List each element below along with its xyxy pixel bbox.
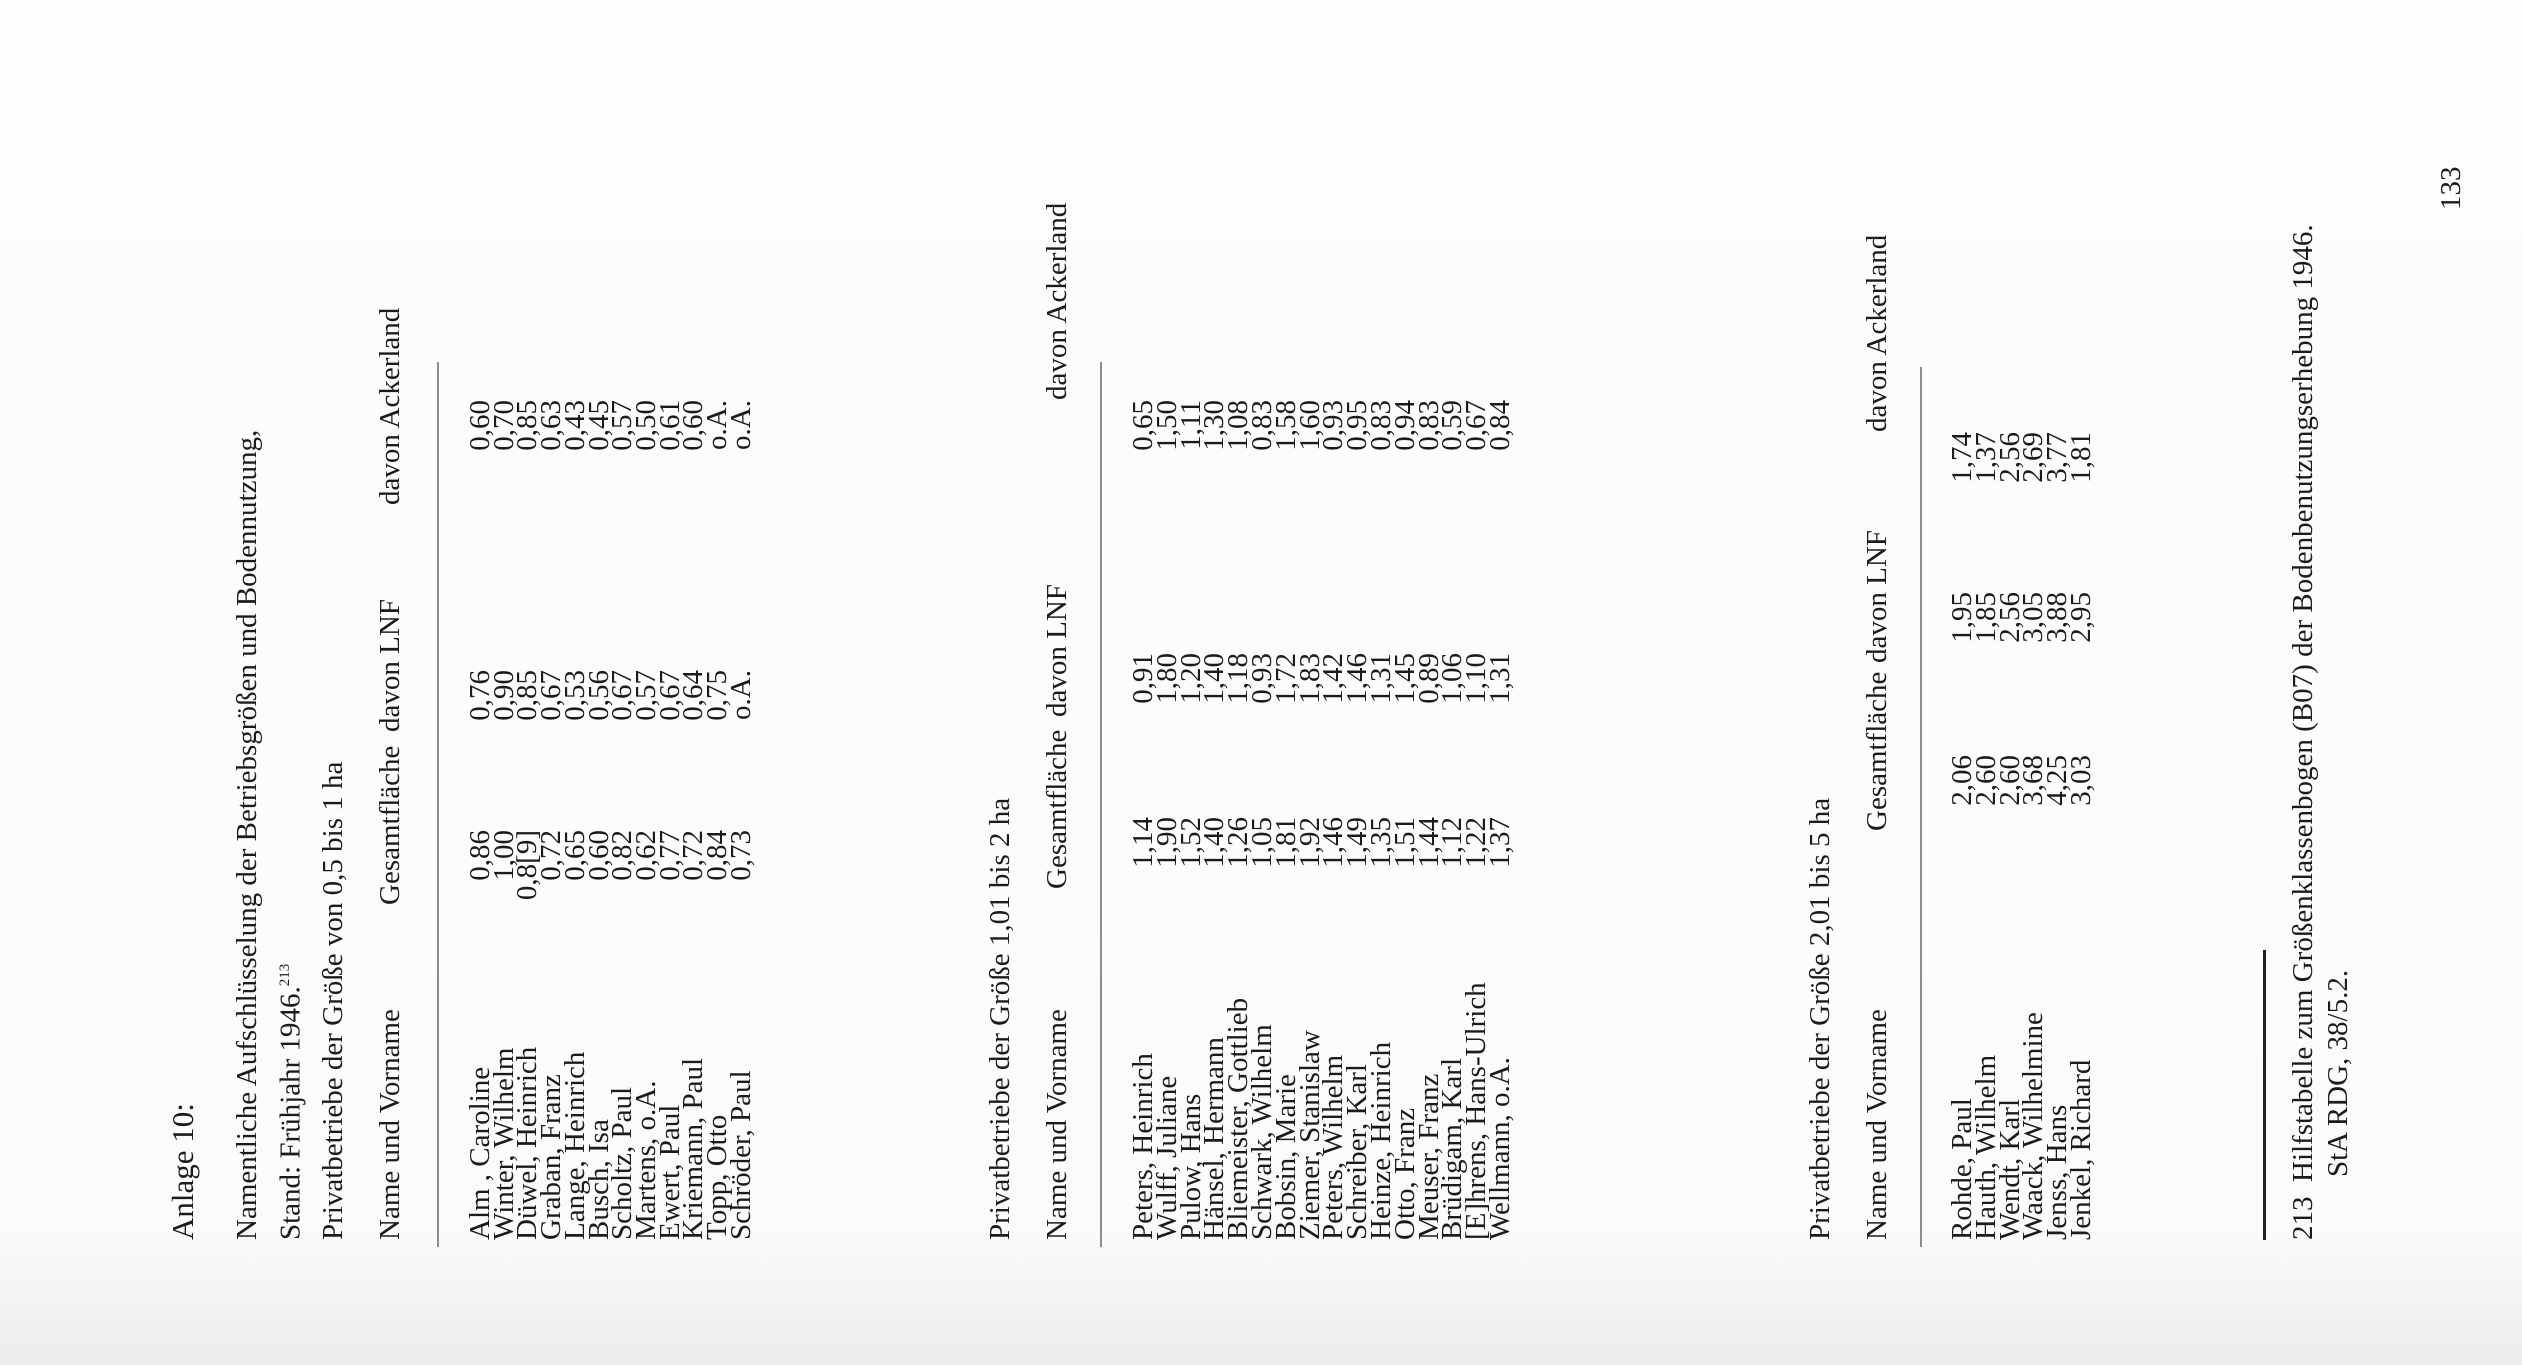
- row-value-lnf: 0,56: [582, 670, 615, 721]
- row-value-total: 2,06: [1946, 755, 1978, 806]
- row-value-total: 1,14: [1127, 817, 1159, 868]
- row-value-acker: 0,59: [1436, 400, 1469, 451]
- row-value-lnf: 0,89: [1412, 653, 1445, 704]
- row-value-lnf: o.A.: [724, 670, 757, 720]
- row-value-total: 0,77: [653, 830, 686, 881]
- column-header-name: Name und Vorname: [374, 1009, 406, 1240]
- header-rule: [1100, 362, 1102, 1247]
- row-value-total: 0,84: [701, 830, 733, 881]
- row-value-lnf: 0,53: [558, 670, 591, 721]
- row-name: Otto, Franz: [1388, 1107, 1421, 1240]
- row-value-acker: 1,58: [1269, 400, 1302, 451]
- row-value-lnf: 0,85: [511, 670, 544, 721]
- row-value-lnf: 1,10: [1460, 653, 1493, 704]
- row-value-acker: 3,77: [2041, 432, 2074, 483]
- row-value-lnf: 0,93: [1246, 653, 1278, 704]
- row-value-acker: 0,83: [1246, 400, 1278, 451]
- row-name: Hänsel, Hermann: [1198, 1037, 1231, 1240]
- row-value-total: 0,8[9]: [511, 830, 544, 901]
- row-name: Winter, Wilhelm: [487, 1047, 520, 1240]
- row-value-total: 3,03: [2065, 755, 2097, 806]
- row-value-acker: 0,67: [1460, 400, 1493, 451]
- row-value-total: 3,68: [2017, 755, 2050, 806]
- row-value-total: 2,60: [1969, 755, 2002, 806]
- row-value-total: 1,40: [1198, 817, 1231, 868]
- column-header-lnf: davon LNF: [374, 599, 406, 732]
- row-value-acker: 0,60: [464, 400, 496, 451]
- row-value-acker: 0,94: [1388, 400, 1421, 451]
- appendix-heading: Anlage 10:: [165, 1103, 200, 1240]
- row-name: Schröder, Paul: [724, 1070, 757, 1240]
- row-value-total: 1,22: [1460, 817, 1493, 868]
- row-name: Kriemann, Paul: [677, 1057, 710, 1240]
- row-value-acker: 0,60: [677, 400, 710, 451]
- row-value-total: 0,72: [535, 830, 568, 881]
- row-value-total: 1,51: [1388, 817, 1421, 868]
- section-title: Privatbetriebe der Größe 2,01 bis 5 ha: [1804, 797, 1836, 1240]
- column-header-name: Name und Vorname: [1861, 1009, 1893, 1240]
- row-value-acker: 1,08: [1222, 400, 1255, 451]
- row-value-acker: 0,85: [511, 400, 544, 451]
- row-value-acker: o.A.: [724, 400, 757, 450]
- row-value-total: 0,65: [558, 830, 591, 881]
- row-value-acker: 0,43: [558, 400, 591, 451]
- row-value-total: 1,44: [1412, 817, 1445, 868]
- row-value-lnf: 0,67: [653, 670, 686, 721]
- row-value-total: 0,72: [677, 830, 710, 881]
- row-name: Graban, Franz: [535, 1074, 568, 1240]
- row-name: Wendt, Karl: [1993, 1098, 2026, 1240]
- row-value-lnf: 2,56: [1993, 592, 2026, 643]
- row-value-lnf: 0,57: [629, 670, 662, 721]
- row-value-acker: 0,61: [653, 400, 686, 451]
- row-name: Alm , Caroline: [464, 1066, 496, 1240]
- row-value-acker: 0,65: [1127, 400, 1159, 451]
- row-value-lnf: 1,72: [1269, 653, 1302, 704]
- row-value-lnf: 1,42: [1317, 653, 1350, 704]
- row-value-acker: 1,37: [1969, 432, 2002, 483]
- row-value-lnf: 2,95: [2065, 592, 2097, 643]
- row-value-acker: o.A.: [701, 400, 733, 450]
- row-value-total: 2,60: [1993, 755, 2026, 806]
- row-name: Düwel, Heinrich: [511, 1046, 544, 1240]
- row-name: Rohde, Paul: [1946, 1098, 1978, 1240]
- row-value-total: 1,92: [1293, 817, 1326, 868]
- row-value-lnf: 0,75: [701, 670, 733, 721]
- row-value-total: 0,73: [724, 830, 757, 881]
- row-name: Meuser, Franz: [1412, 1073, 1445, 1240]
- row-value-lnf: 1,83: [1293, 653, 1326, 704]
- row-value-acker: 0,50: [629, 400, 662, 451]
- section-title: Privatbetriebe der Größe von 0,5 bis 1 ha: [317, 761, 349, 1240]
- row-value-total: 4,25: [2041, 755, 2074, 806]
- row-name: Jenss, Hans: [2041, 1104, 2074, 1240]
- page-number: 133: [2435, 166, 2467, 210]
- row-value-acker: 0,83: [1365, 400, 1397, 451]
- row-value-total: 0,62: [629, 830, 662, 881]
- row-value-acker: 1,50: [1150, 400, 1183, 451]
- row-value-total: 1,26: [1222, 817, 1255, 868]
- row-value-lnf: 0,64: [677, 670, 710, 721]
- row-value-lnf: 1,45: [1388, 653, 1421, 704]
- row-name: Pulow, Hans: [1174, 1093, 1207, 1240]
- row-name: Heinze, Heinrich: [1365, 1041, 1397, 1240]
- row-name: Jenkel, Richard: [2065, 1059, 2097, 1240]
- row-value-lnf: 1,80: [1150, 653, 1183, 704]
- row-value-total: 0,60: [582, 830, 615, 881]
- row-value-acker: 0,83: [1412, 400, 1445, 451]
- row-name: Schwark, Wilhelm: [1246, 1024, 1278, 1240]
- row-value-lnf: 1,46: [1341, 653, 1374, 704]
- row-value-total: 1,52: [1174, 817, 1207, 868]
- column-header-acker: davon Ackerland: [1041, 202, 1073, 400]
- row-value-total: 1,46: [1317, 817, 1350, 868]
- row-name: Martens, o.A.: [629, 1080, 662, 1240]
- row-name: Peters, Heinrich: [1127, 1053, 1159, 1240]
- row-value-lnf: 0,76: [464, 670, 496, 721]
- row-value-acker: 0,57: [606, 400, 639, 451]
- column-header-acker: davon Ackerland: [1861, 234, 1893, 432]
- row-value-total: 1,00: [487, 830, 520, 881]
- row-value-lnf: 1,20: [1174, 653, 1207, 704]
- row-value-total: 1,12: [1436, 817, 1469, 868]
- row-value-lnf: 1,85: [1969, 592, 2002, 643]
- row-value-total: 1,35: [1365, 817, 1397, 868]
- section-title: Privatbetriebe der Größe 1,01 bis 2 ha: [984, 797, 1016, 1240]
- row-name: Wellmann, o.A.: [1484, 1057, 1516, 1240]
- row-name: Busch, Isa: [582, 1119, 615, 1240]
- row-name: Peters, Wilhelm: [1317, 1054, 1350, 1240]
- footnote-line-1: 213 Hilfstabelle zum Größenklassenbogen (B07) der Bodenbenutzungserhebung 1946.: [2287, 224, 2319, 1240]
- header-rule: [437, 362, 439, 1247]
- row-name: Hauth, Wilhelm: [1969, 1054, 2002, 1240]
- row-value-lnf: 3,88: [2041, 592, 2074, 643]
- column-header-acker: davon Ackerland: [374, 307, 406, 505]
- column-header-lnf: davon LNF: [1861, 530, 1893, 663]
- column-header-lnf: davon LNF: [1041, 584, 1073, 717]
- row-name: Scholtz, Paul: [606, 1086, 639, 1240]
- row-value-acker: 0,45: [582, 400, 615, 451]
- row-value-acker: 1,81: [2065, 432, 2097, 483]
- row-name: Waack, Wilhelmine: [2017, 1012, 2050, 1240]
- row-name: Brüdigam, Karl: [1436, 1057, 1469, 1240]
- footnote-rule: [2263, 950, 2266, 1240]
- row-value-lnf: 0,67: [606, 670, 639, 721]
- row-value-acker: 0,95: [1341, 400, 1374, 451]
- row-value-lnf: 1,40: [1198, 653, 1231, 704]
- column-header-total: Gesamtfläche: [1861, 671, 1893, 831]
- table-title-line-1: Namentliche Aufschlüsselung der Betriebsgrößen und Bodennutzung,: [231, 429, 263, 1240]
- row-name: Bliemeister, Gottlieb: [1222, 997, 1255, 1240]
- table-title-line-2: Stand: Frühjahr 1946.$^{213}$: [274, 963, 307, 1240]
- row-name: Schreiber, Karl: [1341, 1064, 1374, 1240]
- footnote-marker: 213: [277, 963, 293, 987]
- row-value-total: 1,49: [1341, 817, 1374, 868]
- footnote-line-2: StA RDG, 38/5.2.: [2322, 969, 2354, 1177]
- row-value-acker: 2,56: [1993, 432, 2026, 483]
- row-value-acker: 0,84: [1484, 400, 1516, 451]
- row-value-total: 1,37: [1484, 817, 1516, 868]
- row-name: Ziemer, Stanislaw: [1293, 1030, 1326, 1240]
- row-value-total: 0,82: [606, 830, 639, 881]
- row-value-lnf: 1,31: [1365, 653, 1397, 704]
- row-value-acker: 1,30: [1198, 400, 1231, 451]
- row-name: Topp, Otto: [701, 1114, 733, 1240]
- row-value-total: 0,86: [464, 830, 496, 881]
- row-value-acker: 2,69: [2017, 432, 2050, 483]
- column-header-name: Name und Vorname: [1041, 1009, 1073, 1240]
- row-value-acker: 1,60: [1293, 400, 1326, 451]
- row-value-lnf: 1,18: [1222, 653, 1255, 704]
- row-name: Lange, Heinrich: [558, 1051, 591, 1240]
- row-value-total: 1,05: [1246, 817, 1278, 868]
- row-value-acker: 1,74: [1946, 432, 1978, 483]
- row-name: Bobsin, Marie: [1269, 1074, 1302, 1240]
- row-value-acker: 0,93: [1317, 400, 1350, 451]
- row-value-acker: 0,63: [535, 400, 568, 451]
- header-rule: [1920, 367, 1922, 1247]
- row-value-total: 1,90: [1150, 817, 1183, 868]
- row-value-lnf: 0,91: [1127, 653, 1159, 704]
- row-value-lnf: 1,95: [1946, 592, 1978, 643]
- row-value-acker: 1,11: [1174, 400, 1207, 450]
- row-name: Wulff, Juliane: [1150, 1075, 1183, 1240]
- row-value-acker: 0,70: [487, 400, 520, 451]
- row-name: Ewert, Paul: [653, 1104, 686, 1240]
- column-header-total: Gesamtfläche: [374, 745, 406, 905]
- row-value-lnf: 1,31: [1484, 653, 1516, 704]
- row-value-lnf: 0,67: [535, 670, 568, 721]
- row-value-lnf: 0,90: [487, 670, 520, 721]
- footnote-number: 213: [2287, 1196, 2319, 1240]
- row-value-total: 1,81: [1269, 817, 1302, 868]
- row-value-lnf: 3,05: [2017, 592, 2050, 643]
- row-value-lnf: 1,06: [1436, 653, 1469, 704]
- column-header-total: Gesamtfläche: [1041, 729, 1073, 889]
- row-name: [E]hrens, Hans-Ulrich: [1460, 982, 1493, 1240]
